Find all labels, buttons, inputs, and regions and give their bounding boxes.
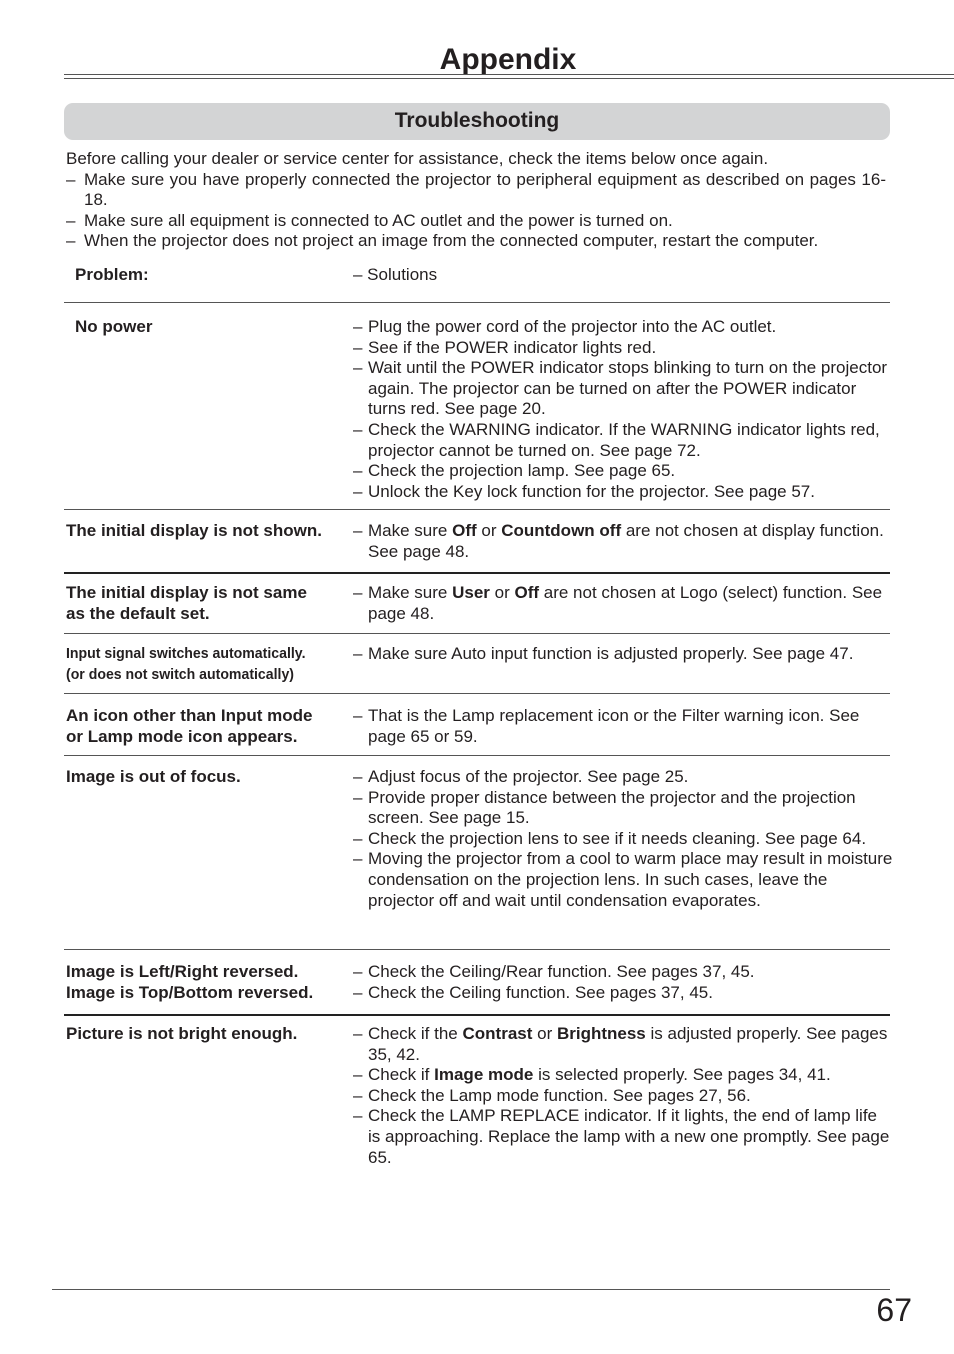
intro-lead: Before calling your dealer or service center for assistance, check the items below once again. <box>66 149 769 168</box>
problem-cell: The initial display is not shown. <box>66 521 322 540</box>
header-problem: Problem: <box>75 265 149 284</box>
problem-cell: The initial display is not same as the default set. <box>66 583 307 623</box>
problem-cell: Image is Left/Right reversed. Image is Top/Bottom reversed. <box>66 962 314 1002</box>
section-heading: Troubleshooting <box>64 103 890 140</box>
footer-rule <box>52 1289 890 1290</box>
table-rule <box>64 949 890 950</box>
intro-item: – When the projector does not project an image from the connected computer, restart the computer. <box>66 231 819 251</box>
solution-cell: – Adjust focus of the projector. See page 25. – Provide proper distance between the projector and the projection screen. See page 15. – Check the projection lens to see if it needs cleaning. See page 64. – Moving the projector from a cool to warm place may result in moisture condensation on the projection lens. In such cases, leave the projector off and wait until condensation evaporates. <box>353 767 893 910</box>
solution-cell: – Check if the Contrast or Brightness is adjusted properly. See pages 35, 42. – Check if Image mode is selected properly. See pages 34, 41. – Check the Lamp mode function. See pages 27, 56. – Check the LAMP REPLACE indicator. If it lights, the end of lamp life is approaching. Replace the lamp with a new one promptly. See page 65. <box>353 1024 890 1167</box>
table-rule <box>64 755 890 756</box>
solution-cell: – Check the Ceiling/Rear function. See pages 37, 45. – Check the Ceiling function. See pages 37, 45. <box>353 962 755 1002</box>
problem-cell: Image is out of focus. <box>66 767 241 786</box>
solution-cell: – Make sure User or Off are not chosen at Logo (select) function. See page 48. <box>353 583 883 623</box>
problem-cell: An icon other than Input mode or Lamp mode icon appears. <box>66 706 313 746</box>
intro-text <box>66 149 886 252</box>
table-rule <box>64 509 890 510</box>
title-rule <box>64 78 954 79</box>
table-rule <box>64 693 890 694</box>
title-rule <box>64 74 954 75</box>
intro-item: – Make sure all equipment is connected to AC outlet and the power is turned on. <box>66 210 673 230</box>
table-rule <box>64 572 890 574</box>
problem-cell: Picture is not bright enough. <box>66 1024 298 1043</box>
header-solutions: – Solutions <box>353 265 438 284</box>
problem-cell: No power <box>75 317 153 336</box>
solution-cell: – Make sure Off or Countdown off are not chosen at display function. See page 48. <box>353 521 884 561</box>
solution-cell: – Make sure Auto input function is adjusted properly. See page 47. <box>353 644 854 663</box>
problem-cell: Input signal switches automatically. (or does not switch automatically) <box>66 645 306 683</box>
page-title: Appendix <box>439 43 577 76</box>
table-rule <box>64 1014 890 1016</box>
table-rule <box>64 633 890 634</box>
page-number: 67 <box>876 1292 912 1328</box>
table-rule <box>64 302 890 303</box>
solution-cell: – Plug the power cord of the projector into the AC outlet. – See if the POWER indicator lights red. – Wait until the POWER indicator stops blinking to turn on the projector again. The projector can be turned on after the POWER indicator turns red. See page 20. – Check the WARNING indicator. If the WARNING indicator lights red, projector cannot be turned on. See page 72. – Check the projection lamp. See page 65. – Unlock the Key lock function for the projector. See page 57. <box>353 317 888 501</box>
intro-item: – Make sure you have properly connected the projector to peripheral equipment as described on pages 16-18. <box>66 169 886 210</box>
solution-cell: – That is the Lamp replacement icon or the Filter warning icon. See page 65 or 59. <box>353 706 860 746</box>
